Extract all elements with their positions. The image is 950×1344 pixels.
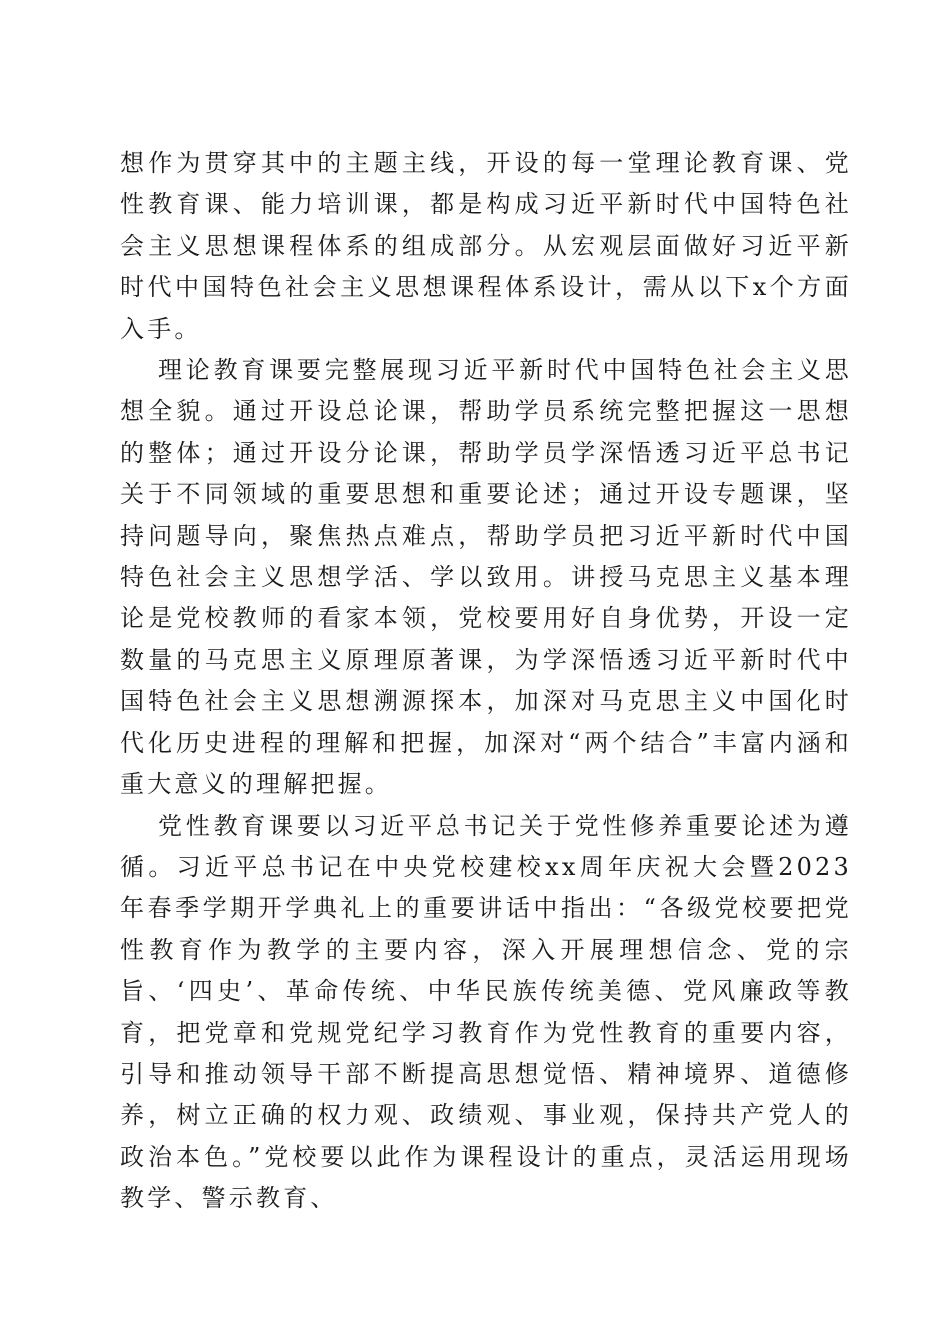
paragraph-party-spirit-courses: 党性教育课要以习近平总书记关于党性修养重要论述为遵循。习近平总书记在中央党校建校xx周年庆祝大会暨2023年春季学期开学典礼上的重要讲话中指出：“各级党校要把党性教育作为教学的主要内容，深入开展理想信念、党的宗旨、‘四史’、革命传统、中华民族传统美德、党风廉政等教育，把党章和党规党纪学习教育作为党性教育的重要内容，引导和推动领导干部不断提高思想觉悟、精神境界、道德修养，树立正确的权力观、政绩观、事业观，保持共产党人的政治本色。”党校要以此作为课程设计的重点，灵活运用现场教学、警示教育、 [120,811,852,1213]
paragraph-theory-courses: 理论教育课要完整展现习近平新时代中国特色社会主义思想全貌。通过开设总论课，帮助学员系统完整把握这一思想的整体；通过开设分论课，帮助学员学深悟透习近平总书记关于不同领域的重要思想和重要论述；通过开设专题课，坚持问题导向，聚焦热点难点，帮助学员把习近平新时代中国特色社会主义思想学活、学以致用。讲授马克思主义基本理论是党校教师的看家本领，党校要用好自身优势，开设一定数量的马克思主义原理原著课，为学深悟透习近平新时代中国特色社会主义思想溯源探本，加深对马克思主义中国化时代化历史进程的理解和把握，加深对“两个结合”丰富内涵和重大意义的理解把握。 [120,356,852,799]
document-body [120,143,852,1220]
paragraph-continuation: 想作为贯穿其中的主题主线，开设的每一堂理论教育课、党性教育课、能力培训课，都是构成习近平新时代中国特色社会主义思想课程体系的组成部分。从宏观层面做好习近平新时代中国特色社会主义思想课程体系设计，需从以下x个方面入手。 [120,149,852,343]
